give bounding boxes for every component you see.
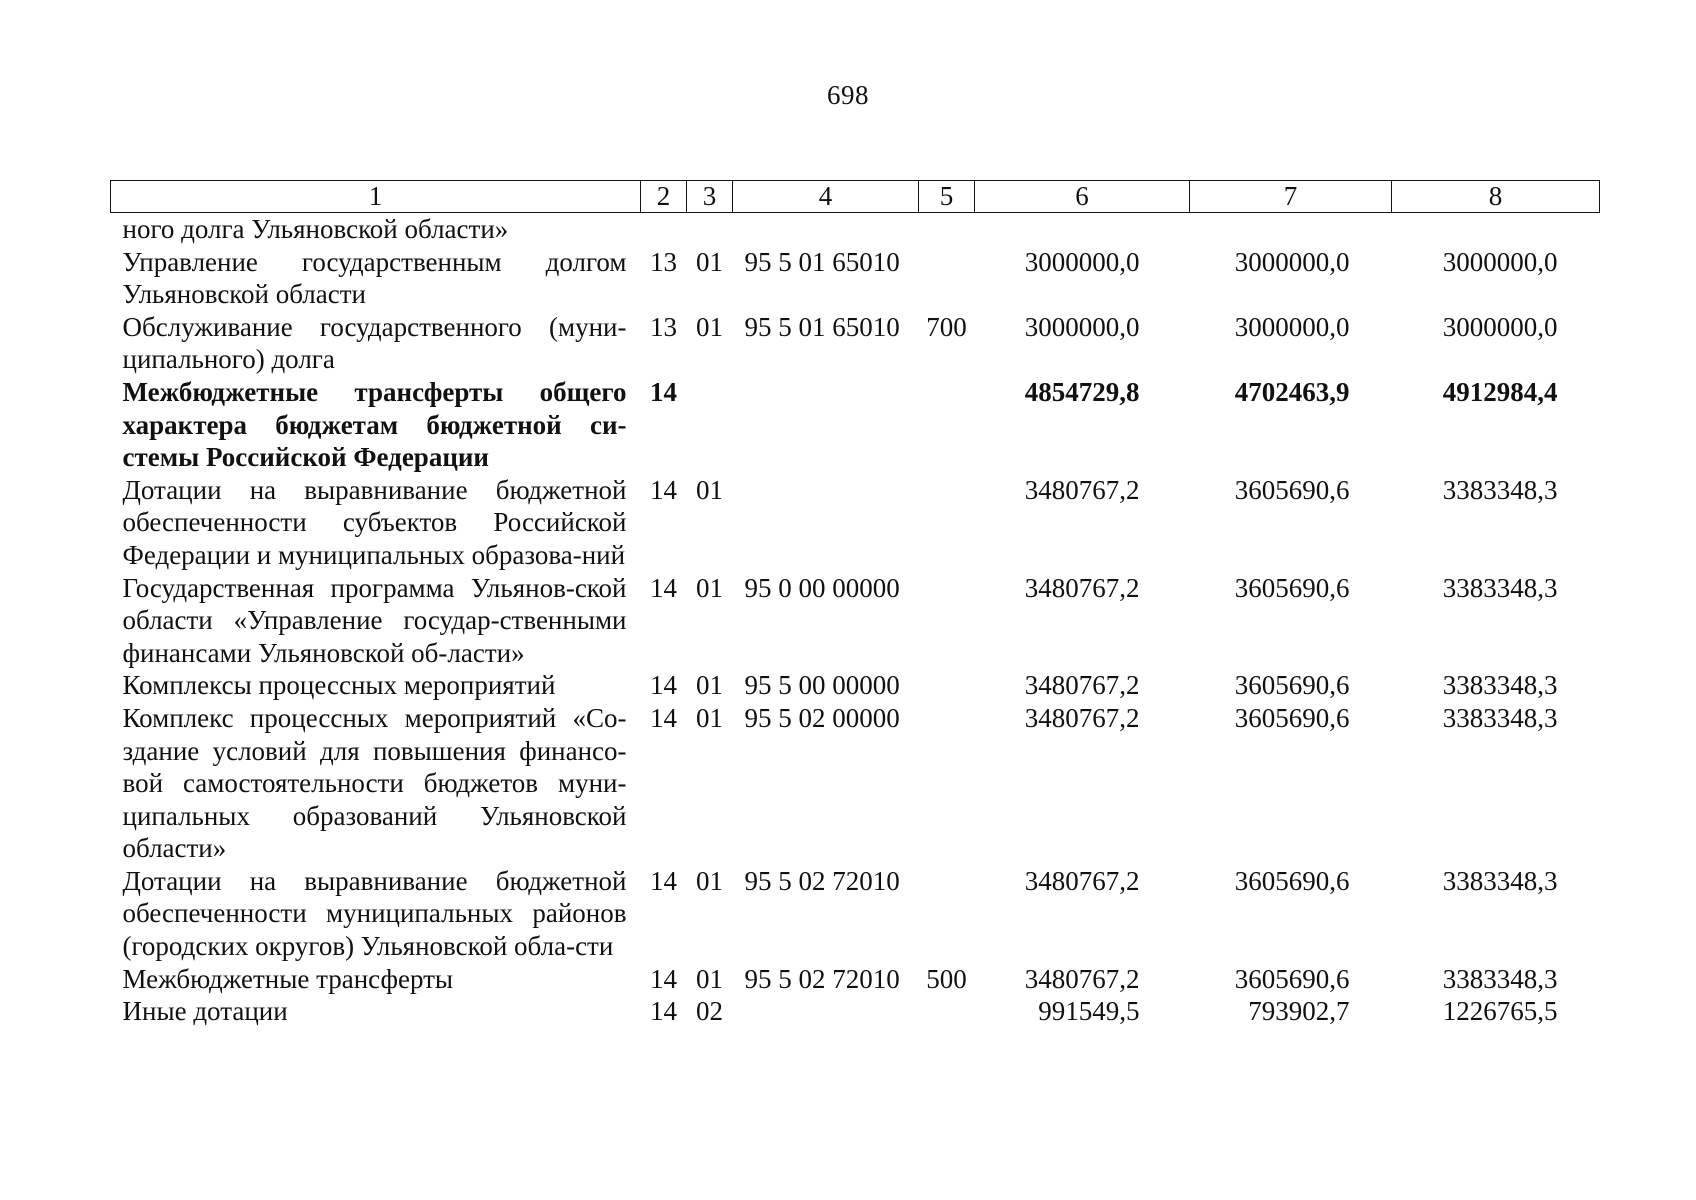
- row-target-code: 95 5 00 00000: [744, 670, 900, 701]
- row-name: Комплексы процессных мероприятий: [122, 670, 556, 701]
- row-expense-type: 700: [926, 311, 967, 342]
- row-value-7: 3605690,6: [1234, 865, 1350, 896]
- row-value-7: 3000000,0: [1234, 246, 1350, 277]
- row-section: 13: [650, 246, 677, 277]
- row-expense-type: [919, 474, 975, 572]
- row-expense-type: [919, 669, 975, 702]
- row-target-code: 95 5 02 72010: [744, 865, 900, 896]
- table-row: [111, 376, 1600, 474]
- row-value-6: 3480767,2: [1024, 572, 1140, 603]
- row-value-8: 3383348,3: [1442, 572, 1558, 603]
- row-name: Государственная программа Ульянов-ской области «Управление государ-ственными финансами Ульяновской об-ласти»: [122, 572, 627, 668]
- row-section: 14: [650, 865, 677, 896]
- row-subsection: [687, 213, 733, 246]
- row-target-code: [733, 213, 919, 246]
- row-name: Комплекс процессных мероприятий «Со-здание условий для повышения финансо-вой самостоятельности бюджетов муни-ципальных образований Ульяновской области»: [122, 702, 627, 864]
- row-value-7: 4702463,9: [1234, 376, 1350, 407]
- table-row: [111, 474, 1600, 572]
- row-value-7: 3605690,6: [1234, 963, 1350, 994]
- table-row: [111, 246, 1600, 311]
- table-row: [111, 311, 1600, 376]
- row-value-8: 3383348,3: [1442, 474, 1558, 505]
- row-section: 14: [650, 963, 677, 994]
- row-name: Межбюджетные трансферты: [122, 963, 454, 994]
- table-row: [111, 963, 1600, 996]
- row-target-code: [733, 376, 919, 474]
- row-name: Дотации на выравнивание бюджетной обеспеченности субъектов Российской Федерации и муниципальных образова-ний: [122, 474, 627, 570]
- row-target-code: 95 5 01 65010: [744, 246, 900, 277]
- row-subsection: 01: [696, 670, 723, 701]
- table-row: [111, 995, 1600, 1028]
- row-value-6: 3480767,2: [1024, 702, 1140, 733]
- row-value-7: 3605690,6: [1234, 572, 1350, 603]
- row-target-code: 95 5 02 00000: [744, 702, 900, 733]
- row-target-code: 95 0 00 00000: [744, 572, 900, 603]
- row-section: 14: [650, 702, 677, 733]
- row-value-8: 1226765,5: [1442, 996, 1558, 1027]
- row-value-8: 3000000,0: [1442, 311, 1558, 342]
- row-expense-type: [919, 376, 975, 474]
- table-row: [111, 213, 1600, 246]
- row-expense-type: [919, 213, 975, 246]
- row-name: ного долга Ульяновской области»: [122, 214, 509, 244]
- header-col-7: 7: [1190, 181, 1392, 213]
- row-value-8: 3383348,3: [1442, 865, 1558, 896]
- row-expense-type: [919, 246, 975, 311]
- row-value-7: 793902,7: [1248, 996, 1350, 1027]
- row-subsection: 01: [696, 702, 723, 733]
- row-value-8: 3383348,3: [1442, 963, 1558, 994]
- header-col-2: 2: [641, 181, 687, 213]
- row-section: 14: [650, 996, 677, 1027]
- row-target-code: [733, 995, 919, 1028]
- row-name: Межбюджетные трансферты общего характера бюджетам бюджетной си-стемы Российской Федерации: [122, 376, 627, 473]
- row-value-7: 3000000,0: [1234, 311, 1350, 342]
- row-subsection: 01: [696, 474, 723, 505]
- row-value-6: [975, 213, 1190, 246]
- row-value-6: 3000000,0: [1024, 311, 1140, 342]
- row-value-6: 3000000,0: [1024, 246, 1140, 277]
- row-expense-type: [919, 572, 975, 670]
- row-subsection: 01: [696, 246, 723, 277]
- row-value-6: 3480767,2: [1024, 865, 1140, 896]
- row-subsection: 01: [696, 311, 723, 342]
- row-section: 14: [650, 376, 677, 407]
- row-target-code: 95 5 01 65010: [744, 311, 900, 342]
- row-section: [641, 213, 687, 246]
- table-row: [111, 702, 1600, 865]
- row-name: Дотации на выравнивание бюджетной обеспеченности муниципальных районов (городских округов) Ульяновской обла-сти: [122, 865, 627, 962]
- row-section: 14: [650, 670, 677, 701]
- row-subsection: 01: [696, 572, 723, 603]
- row-name: Иные дотации: [122, 996, 288, 1027]
- row-target-code: [733, 474, 919, 572]
- table-row: [111, 669, 1600, 702]
- header-row: [111, 181, 1600, 213]
- header-col-1: 1: [111, 181, 641, 213]
- row-target-code: 95 5 02 72010: [744, 963, 900, 994]
- row-value-8: 3000000,0: [1442, 246, 1558, 277]
- header-col-5: 5: [919, 181, 975, 213]
- row-expense-type: [919, 702, 975, 865]
- page-number: 698: [827, 80, 869, 110]
- row-section: 14: [650, 474, 677, 505]
- table-row: [111, 572, 1600, 670]
- row-value-6: 4854729,8: [1024, 376, 1140, 407]
- row-value-6: 3480767,2: [1024, 670, 1140, 701]
- header-col-4: 4: [733, 181, 919, 213]
- row-expense-type: [919, 995, 975, 1028]
- row-value-7: 3605690,6: [1234, 702, 1350, 733]
- row-value-8: 4912984,4: [1442, 376, 1558, 407]
- row-expense-type: 500: [926, 963, 967, 994]
- row-section: 13: [650, 311, 677, 342]
- row-value-7: [1190, 213, 1392, 246]
- header-col-6: 6: [975, 181, 1190, 213]
- header-col-3: 3: [687, 181, 733, 213]
- row-subsection: 02: [696, 996, 723, 1027]
- row-subsection: 01: [696, 865, 723, 896]
- row-value-6: 991549,5: [1038, 996, 1140, 1027]
- row-subsection: [687, 376, 733, 474]
- row-value-8: 3383348,3: [1442, 670, 1558, 701]
- row-value-6: 3480767,2: [1024, 474, 1140, 505]
- header-col-8: 8: [1392, 181, 1600, 213]
- row-value-8: [1392, 213, 1600, 246]
- row-subsection: 01: [696, 963, 723, 994]
- budget-table: [110, 180, 1600, 1028]
- row-value-8: 3383348,3: [1442, 702, 1558, 733]
- row-name: Управление государственным долгом Ульяновской области: [122, 246, 627, 310]
- row-value-7: 3605690,6: [1234, 670, 1350, 701]
- table-row: [111, 865, 1600, 963]
- row-value-6: 3480767,2: [1024, 963, 1140, 994]
- row-expense-type: [919, 865, 975, 963]
- row-name: Обслуживание государственного (муни-ципального) долга: [122, 311, 627, 375]
- row-section: 14: [650, 572, 677, 603]
- row-value-7: 3605690,6: [1234, 474, 1350, 505]
